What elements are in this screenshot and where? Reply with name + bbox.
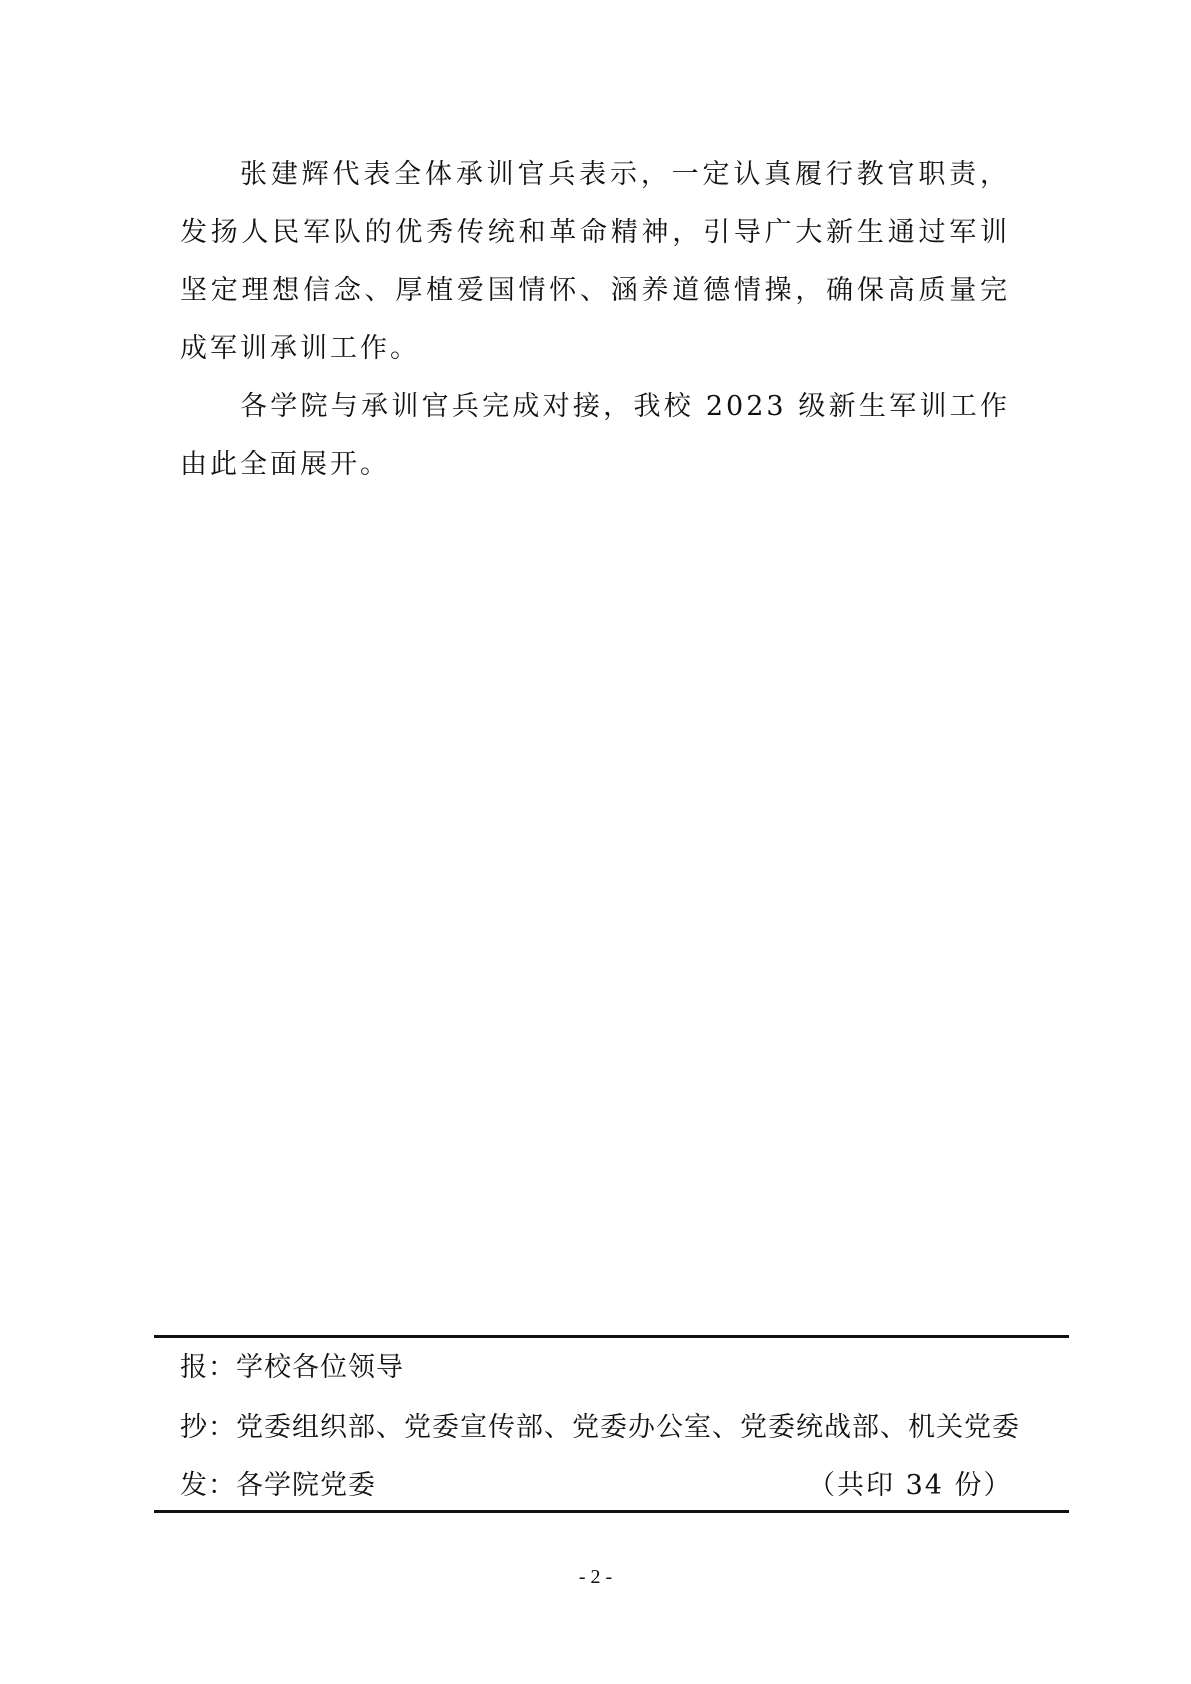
page-number: - 2 - — [578, 1566, 613, 1588]
copy-recipients: 抄：党委组织部、党委宣传部、党委办公室、党委统战部、机关党委 — [180, 1412, 1020, 1443]
distribution-top-rule — [154, 1335, 1069, 1338]
document-body — [180, 146, 1010, 494]
distribution-block — [154, 1335, 1069, 1513]
paragraph-training-start: 各学院与承训官兵完成对接，我校 2023 级新生军训工作由此全面展开。 — [180, 391, 1010, 480]
report-recipients: 报：学校各位领导 — [180, 1352, 404, 1383]
distribution-bottom-rule — [154, 1510, 1069, 1513]
send-recipients: 发：各学院党委 — [180, 1470, 376, 1501]
paragraph-training-commitment: 张建辉代表全体承训官兵表示，一定认真履行教官职责，发扬人民军队的优秀传统和革命精神，引导广大新生通过军训坚定理想信念、厚植爱国情怀、涵养道德情操，确保高质量完成军训承训工作。 — [180, 159, 1010, 364]
printed-copies-count: （共印 34 份） — [808, 1470, 1013, 1501]
